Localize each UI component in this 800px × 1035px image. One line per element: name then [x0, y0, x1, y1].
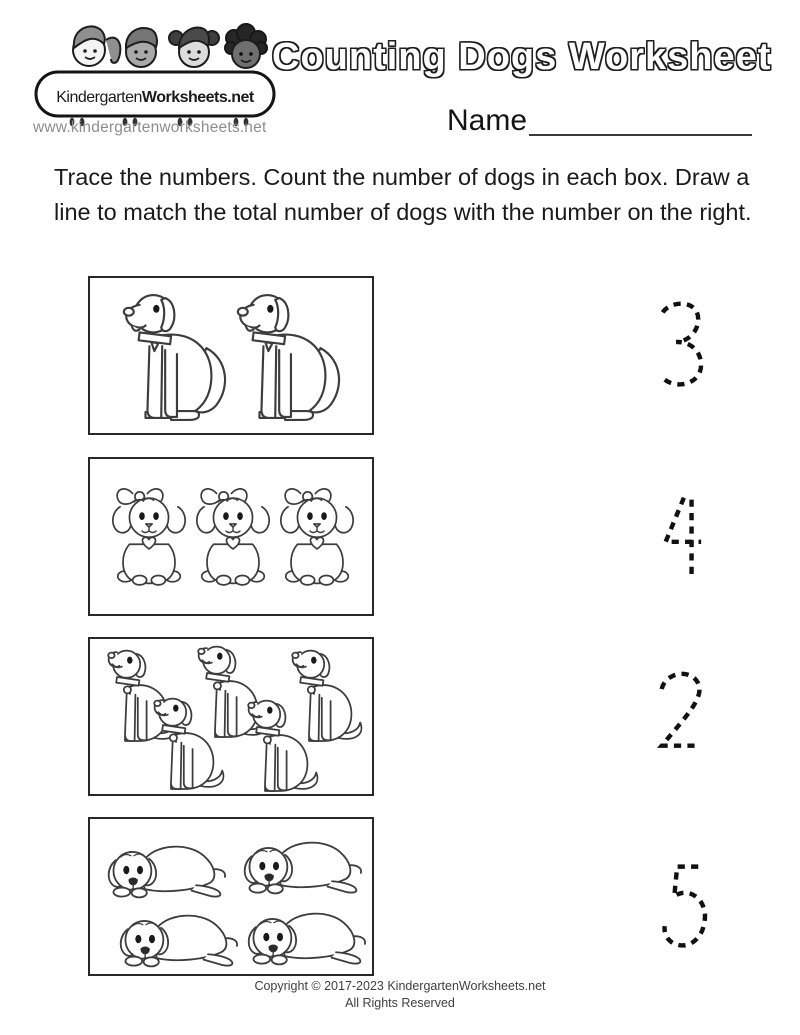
dog-illustration-lying-puppy	[240, 903, 370, 975]
trace-number-2[interactable]	[652, 490, 710, 586]
site-url: www.kindergartenworksheets.net	[33, 119, 267, 136]
dog-box-2[interactable]	[88, 457, 374, 616]
logo-site-name: KindergartenWorksheets.net	[56, 89, 254, 106]
copyright-footer	[0, 978, 800, 1012]
dog-box-1[interactable]	[88, 276, 374, 435]
name-field	[447, 106, 752, 136]
logo-kids-illustration	[73, 24, 267, 68]
dog-illustration-puppy-with-bow	[274, 476, 360, 600]
dog-illustration-sitting-labrador	[230, 287, 348, 425]
trace-number-1[interactable]	[650, 296, 708, 392]
dog-illustration-sitting-puppy	[146, 693, 228, 793]
copyright-line: Copyright © 2017-2023 KindergartenWorksheets.net	[254, 979, 546, 993]
dog-illustration-sitting-puppy	[240, 695, 322, 795]
dog-illustration-sitting-labrador	[116, 287, 234, 425]
instructions-text: Trace the numbers. Count the number of dogs in each box. Draw a line to match the total number of dogs with the number on the right.	[54, 164, 752, 226]
rights-line: All Rights Reserved	[345, 995, 455, 1010]
dog-illustration-puppy-with-bow	[106, 476, 192, 600]
trace-number-3[interactable]	[650, 666, 708, 762]
dog-illustration-lying-puppy	[236, 832, 366, 904]
trace-number-4[interactable]	[652, 858, 710, 954]
dog-box-4[interactable]	[88, 817, 374, 976]
dog-box-3[interactable]	[88, 637, 374, 796]
dog-illustration-puppy-with-bow	[190, 476, 276, 600]
page-title: Counting Dogs Worksheet	[272, 36, 772, 78]
dog-illustration-lying-puppy	[112, 905, 242, 977]
name-label: Name	[447, 104, 528, 137]
name-write-line[interactable]	[529, 106, 752, 136]
dog-illustration-lying-puppy	[100, 836, 230, 908]
